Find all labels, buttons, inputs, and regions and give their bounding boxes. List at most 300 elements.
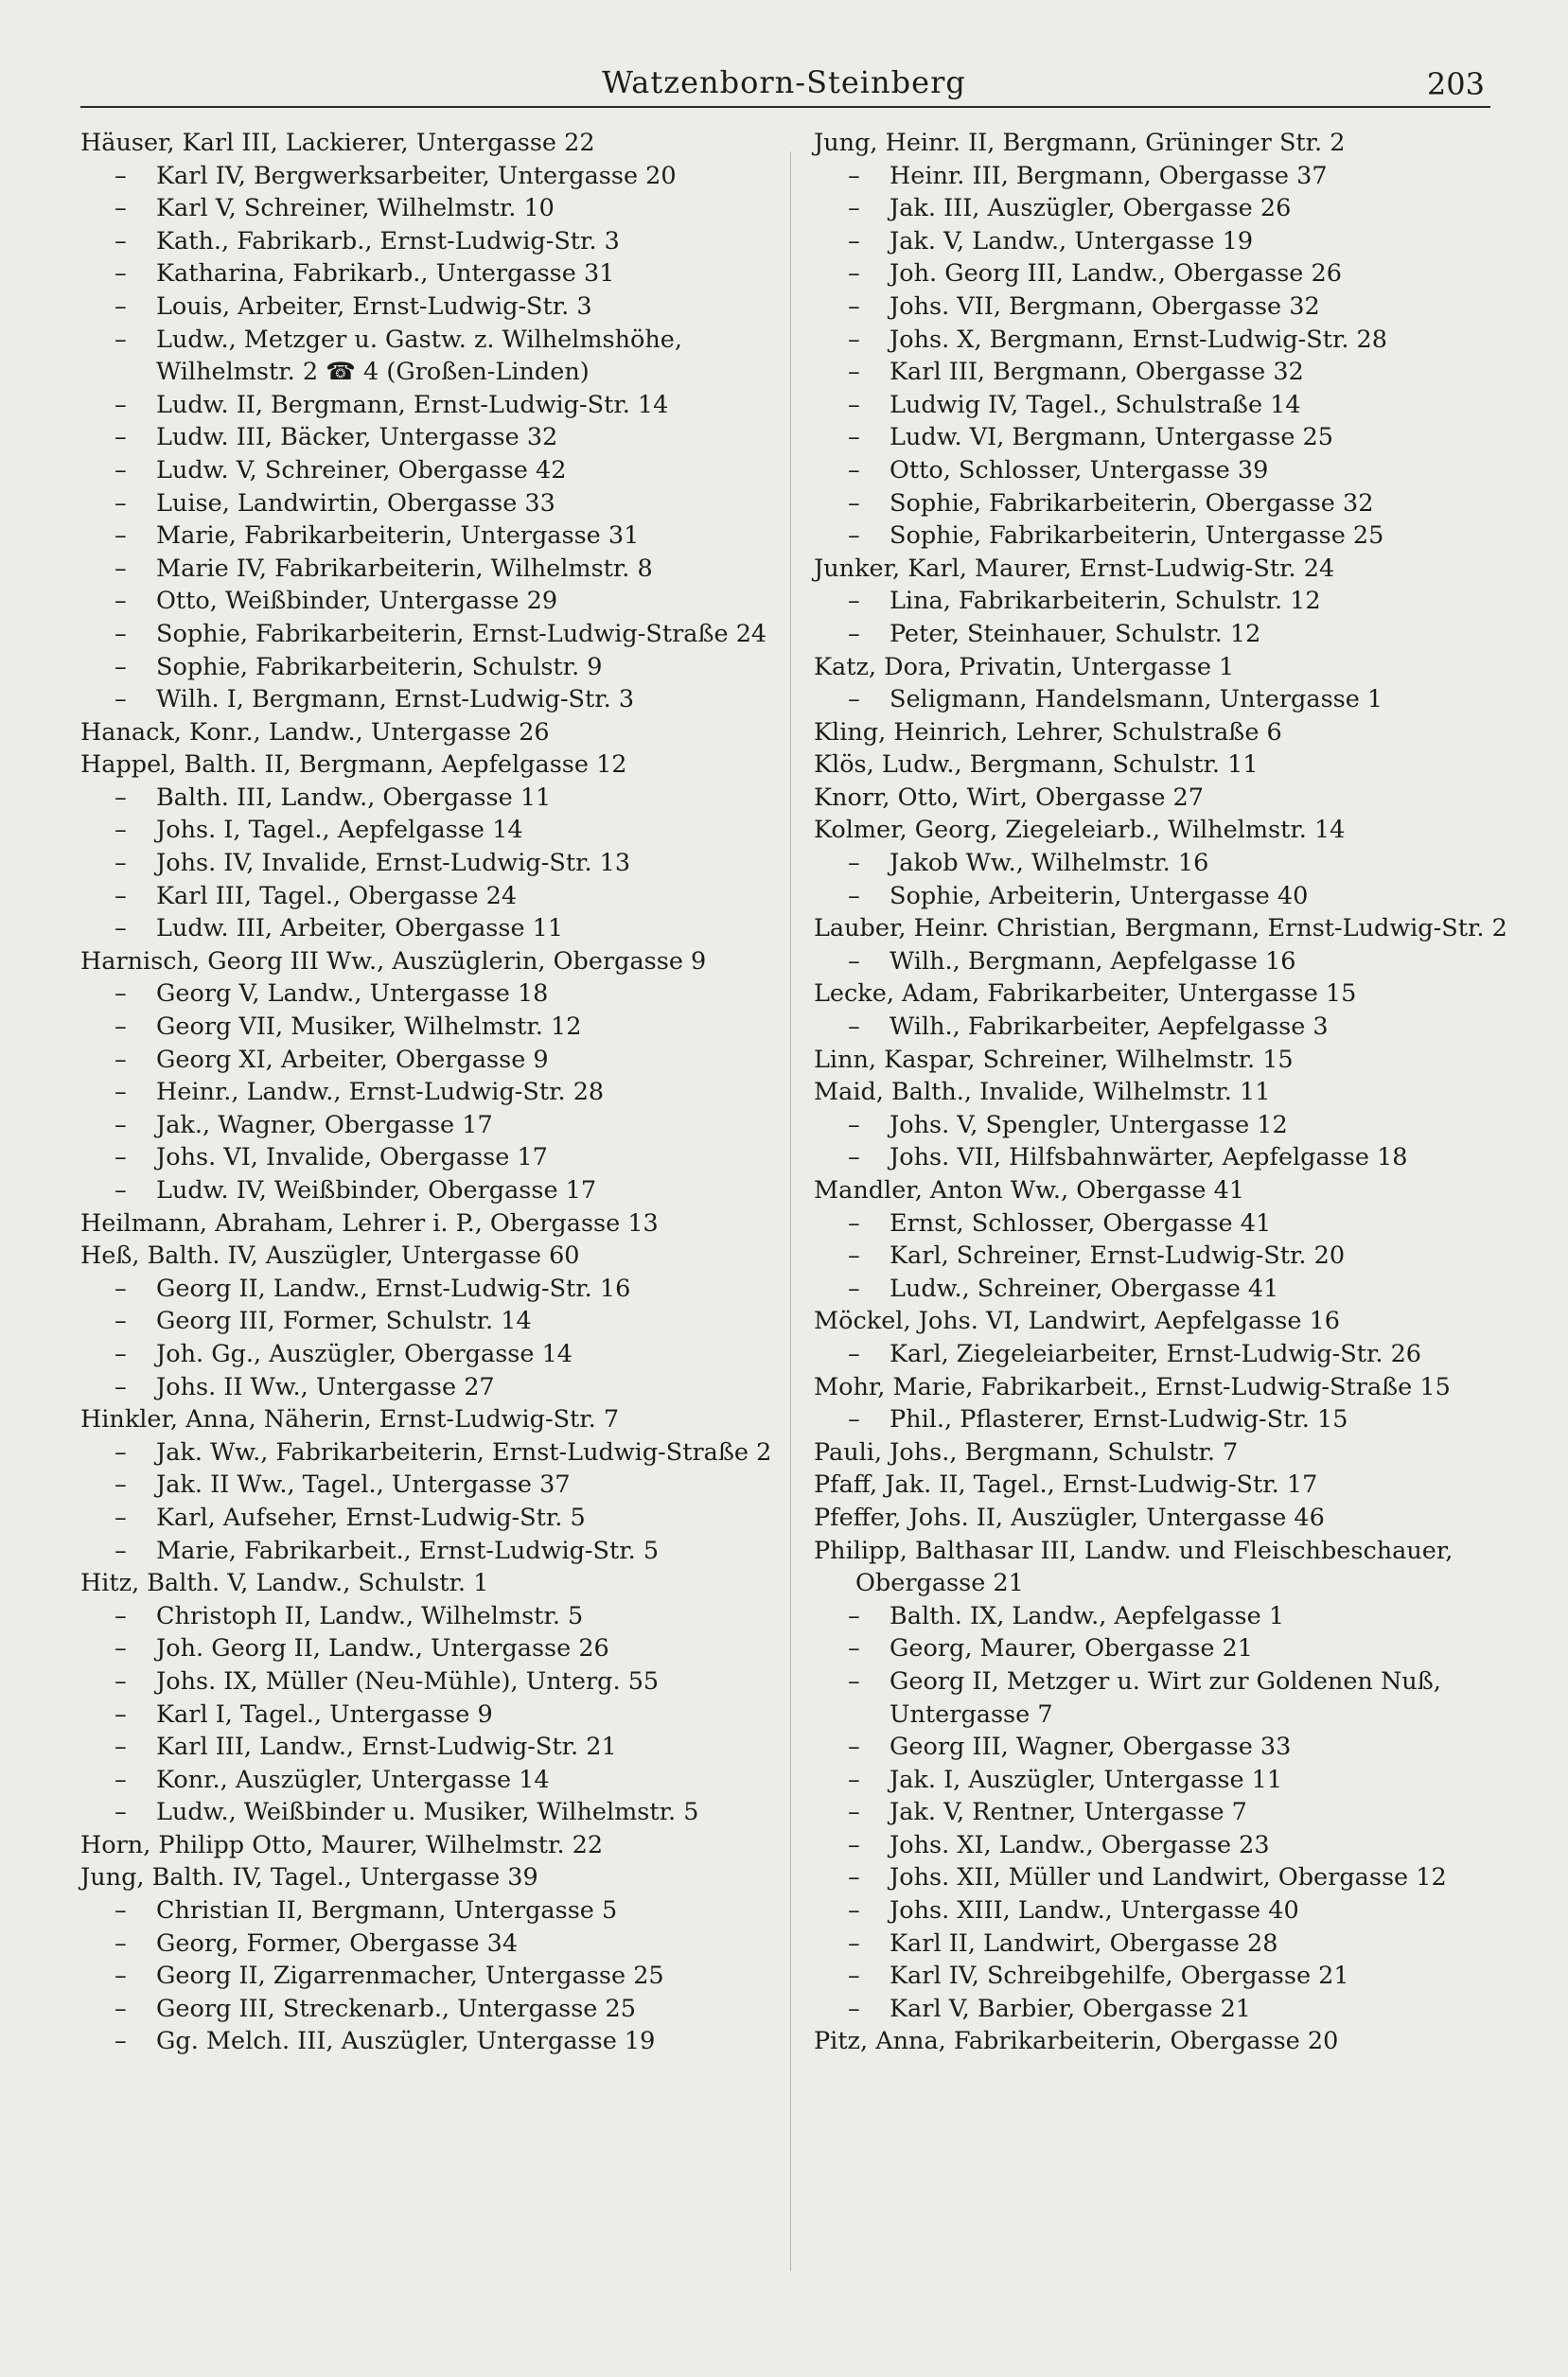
directory-entry [80, 1044, 800, 1077]
entry-text: Karl V, Barbier, Obergasse 21 [890, 1994, 1252, 2023]
repeat-dash: – [848, 390, 860, 419]
entry-text: Johs. XI, Landw., Obergasse 23 [890, 1830, 1270, 1859]
repeat-dash: – [115, 652, 127, 681]
directory-entry [814, 1894, 1533, 1928]
directory-entry [814, 977, 1533, 1011]
page-header [0, 55, 1568, 112]
entry-text: Mohr, Marie, Fabrikarbeit., Ernst-Ludwig-Straße 15 [814, 1372, 1451, 1401]
directory-entry [80, 1436, 800, 1470]
directory-entry [814, 225, 1533, 258]
entry-text: Konr., Auszügler, Untergasse 14 [156, 1765, 550, 1794]
entry-text: Christoph II, Landw., Wilhelmstr. 5 [156, 1601, 584, 1630]
entry-text: Pitz, Anna, Fabrikarbeiterin, Obergasse 20 [814, 2027, 1339, 2056]
directory-entry [80, 192, 800, 225]
directory-entry [814, 880, 1533, 913]
directory-entry [80, 1699, 800, 1732]
entry-text: Johs. VII, Bergmann, Obergasse 32 [890, 291, 1320, 321]
directory-entry [80, 1764, 800, 1797]
entry-text: Karl, Schreiner, Ernst-Ludwig-Str. 20 [890, 1241, 1346, 1271]
entry-text: Ludw. II, Bergmann, Ernst-Ludwig-Str. 14 [156, 390, 669, 419]
directory-entry [80, 912, 800, 945]
repeat-dash: – [115, 1045, 127, 1074]
directory-entry [80, 1535, 800, 1568]
running-title: Watzenborn-Steinberg [602, 64, 966, 100]
entry-text: Georg VII, Musiker, Wilhelmstr. 12 [156, 1012, 582, 1042]
entry-text: Harnisch, Georg III Ww., Auszüglerin, Obergasse 9 [80, 946, 707, 976]
directory-entry [80, 585, 800, 618]
entry-text: Pfeffer, Johs. II, Auszügler, Untergasse 46 [814, 1503, 1325, 1532]
directory-entry [814, 1011, 1533, 1044]
repeat-dash: – [115, 1536, 127, 1565]
directory-entry [80, 421, 800, 454]
repeat-dash: – [115, 1994, 127, 2023]
directory-entry [80, 1011, 800, 1044]
entry-text: Hitz, Balth. V, Landw., Schulstr. 1 [80, 1569, 489, 1598]
entry-text: Hanack, Konr., Landw., Untergasse 26 [80, 717, 550, 747]
entry-text: Peter, Steinhauer, Schulstr. 12 [890, 619, 1261, 648]
repeat-dash: – [848, 488, 860, 518]
directory-entry [80, 1567, 800, 1600]
directory-entry [80, 1928, 800, 1961]
entry-text: Johs. IV, Invalide, Ernst-Ludwig-Str. 13 [156, 849, 631, 878]
directory-entry [814, 1632, 1533, 1665]
directory-entry [80, 1403, 800, 1436]
entry-text: Marie, Fabrikarbeit., Ernst-Ludwig-Str. 5 [156, 1536, 660, 1565]
directory-entry [814, 421, 1533, 454]
directory-entry [814, 1861, 1533, 1894]
directory-entry [814, 1305, 1533, 1338]
entry-text: Jak., Wagner, Obergasse 17 [156, 1110, 493, 1139]
entry-text: Jung, Balth. IV, Tagel., Untergasse 39 [80, 1863, 538, 1893]
directory-column-left [80, 127, 800, 2058]
directory-entry [814, 912, 1533, 945]
directory-entry [814, 1338, 1533, 1371]
entry-text: Heilmann, Abraham, Lehrer i. P., Obergasse 13 [80, 1208, 659, 1238]
entry-text: Johs. VII, Hilfsbahnwärter, Aepfelgasse 18 [890, 1143, 1408, 1172]
header-rule [80, 106, 1490, 108]
entry-text: Junker, Karl, Maurer, Ernst-Ludwig-Str. 24 [814, 554, 1335, 583]
entry-text: Sophie, Fabrikarbeiterin, Schulstr. 9 [156, 652, 603, 681]
directory-entry [80, 1207, 800, 1241]
directory-entry [80, 1632, 800, 1665]
entry-text: Joh. Georg II, Landw., Untergasse 26 [156, 1634, 609, 1664]
repeat-dash: – [115, 1437, 127, 1467]
directory-entry [80, 1600, 800, 1633]
entry-text: Lauber, Heinr. Christian, Bergmann, Ernst-Ludwig-Str. 2 [814, 914, 1507, 943]
directory-entry [80, 1305, 800, 1338]
entry-text: Kling, Heinrich, Lehrer, Schulstraße 6 [814, 717, 1282, 747]
directory-entry [814, 847, 1533, 880]
entry-text: Horn, Philipp Otto, Maurer, Wilhelmstr. 22 [80, 1830, 604, 1859]
repeat-dash: – [848, 521, 860, 551]
entry-text: Philipp, Balthasar III, Landw. und Fleischbeschauer, Obergasse 21 [814, 1536, 1453, 1598]
repeat-dash: – [848, 1208, 860, 1238]
directory-entry [814, 1928, 1533, 1961]
entry-text: Balth. III, Landw., Obergasse 11 [156, 783, 552, 812]
entry-text: Jung, Heinr. II, Bergmann, Grüninger Str. 2 [814, 129, 1346, 157]
entry-text: Jak. V, Landw., Untergasse 19 [890, 226, 1254, 255]
directory-entry [80, 324, 800, 389]
entry-text: Lecke, Adam, Fabrikarbeiter, Untergasse 15 [814, 979, 1357, 1009]
entry-text: Georg II, Metzger u. Wirt zur Goldenen Nuß, Untergasse 7 [890, 1666, 1441, 1729]
directory-entry [80, 1731, 800, 1764]
entry-text: Heinr., Landw., Ernst-Ludwig-Str. 28 [156, 1078, 605, 1107]
entry-text: Johs. IX, Müller (Neu-Mühle), Unterg. 55 [156, 1666, 660, 1696]
directory-entry [814, 454, 1533, 487]
repeat-dash: – [848, 1733, 860, 1762]
repeat-dash: – [848, 1012, 860, 1042]
entry-text: Ludw. IV, Weißbinder, Obergasse 17 [156, 1176, 597, 1205]
entry-text: Johs. I, Tagel., Aepfelgasse 14 [156, 816, 523, 845]
entry-text: Johs. II Ww., Untergasse 27 [156, 1372, 495, 1401]
entry-text: Wilh., Bergmann, Aepfelgasse 16 [890, 946, 1296, 976]
directory-entry [814, 748, 1533, 782]
repeat-dash: – [848, 1339, 860, 1368]
entry-text: Wilh. I, Bergmann, Ernst-Ludwig-Str. 3 [156, 685, 635, 714]
directory-entry [814, 1436, 1533, 1470]
repeat-dash: – [115, 1798, 127, 1827]
directory-entry [814, 683, 1533, 716]
directory-entry [80, 782, 800, 815]
entry-text: Karl IV, Schreibgehilfe, Obergasse 21 [890, 1962, 1349, 1991]
directory-entry [80, 160, 800, 193]
repeat-dash: – [115, 783, 127, 812]
directory-entry [814, 1207, 1533, 1241]
entry-text: Phil., Pflasterer, Ernst-Ludwig-Str. 15 [890, 1405, 1348, 1435]
repeat-dash: – [115, 849, 127, 878]
entry-text: Karl II, Landwirt, Obergasse 28 [890, 1928, 1278, 1958]
directory-entry [80, 1141, 800, 1174]
repeat-dash: – [115, 554, 127, 583]
repeat-dash: – [115, 194, 127, 223]
directory-entry [80, 1796, 800, 1829]
repeat-dash: – [115, 455, 127, 484]
entry-text: Jak. V, Rentner, Untergasse 7 [890, 1798, 1247, 1827]
repeat-dash: – [848, 1241, 860, 1271]
repeat-dash: – [115, 1733, 127, 1762]
directory-entry [814, 553, 1533, 586]
entry-text: Mandler, Anton Ww., Obergasse 41 [814, 1176, 1245, 1205]
repeat-dash: – [848, 1830, 860, 1859]
entry-text: Möckel, Johs. VI, Landwirt, Aepfelgasse 16 [814, 1307, 1341, 1336]
directory-entry [814, 1403, 1533, 1436]
directory-entry [80, 847, 800, 880]
directory-entry [814, 651, 1533, 684]
repeat-dash: – [115, 291, 127, 321]
repeat-dash: – [848, 455, 860, 484]
repeat-dash: – [115, 685, 127, 714]
repeat-dash: – [848, 685, 860, 714]
repeat-dash: – [115, 1962, 127, 1991]
repeat-dash: – [115, 2027, 127, 2056]
entry-text: Karl I, Tagel., Untergasse 9 [156, 1699, 493, 1729]
repeat-dash: – [115, 1339, 127, 1368]
entry-text: Seligmann, Handelsmann, Untergasse 1 [890, 685, 1383, 714]
entry-text: Luise, Landwirtin, Obergasse 33 [156, 488, 555, 518]
entry-text: Pauli, Johs., Bergmann, Schulstr. 7 [814, 1437, 1239, 1467]
directory-entry [80, 1371, 800, 1404]
directory-entry [80, 291, 800, 324]
entry-text: Pfaff, Jak. II, Tagel., Ernst-Ludwig-Str. 17 [814, 1470, 1318, 1500]
entry-text: Johs. X, Bergmann, Ernst-Ludwig-Str. 28 [890, 325, 1387, 354]
entry-text: Heinr. III, Bergmann, Obergasse 37 [890, 161, 1328, 190]
repeat-dash: – [848, 1274, 860, 1303]
entry-text: Kath., Fabrikarb., Ernst-Ludwig-Str. 3 [156, 226, 620, 255]
directory-entry [814, 1502, 1533, 1535]
directory-entry [80, 977, 800, 1011]
entry-text: Ludw. III, Bäcker, Untergasse 32 [156, 423, 558, 452]
directory-entry [814, 1665, 1533, 1731]
directory-entry [80, 1076, 800, 1109]
directory-entry [814, 1044, 1533, 1077]
directory-entry [814, 257, 1533, 291]
directory-entry [80, 814, 800, 847]
repeat-dash: – [115, 979, 127, 1009]
repeat-dash: – [848, 1896, 860, 1926]
entry-text: Jak. II Ww., Tagel., Untergasse 37 [156, 1470, 571, 1500]
repeat-dash: – [115, 1699, 127, 1729]
entry-text: Klös, Ludw., Bergmann, Schulstr. 11 [814, 750, 1259, 780]
repeat-dash: – [848, 259, 860, 289]
repeat-dash: – [115, 1896, 127, 1926]
entry-text: Karl, Ziegeleiarbeiter, Ernst-Ludwig-Str. 26 [890, 1339, 1422, 1368]
entry-text: Häuser, Karl III, Lackierer, Untergasse 22 [80, 129, 595, 157]
directory-entry [80, 880, 800, 913]
entry-text: Georg II, Landw., Ernst-Ludwig-Str. 16 [156, 1274, 631, 1303]
repeat-dash: – [115, 423, 127, 452]
repeat-dash: – [115, 1307, 127, 1336]
repeat-dash: – [848, 1798, 860, 1827]
directory-entry [814, 519, 1533, 553]
entry-text: Ludw., Weißbinder u. Musiker, Wilhelmstr. 5 [156, 1798, 699, 1827]
directory-entry [814, 585, 1533, 618]
entry-text: Lina, Fabrikarbeiterin, Schulstr. 12 [890, 587, 1321, 616]
directory-entry [80, 1338, 800, 1371]
entry-text: Sophie, Arbeiterin, Untergasse 40 [890, 881, 1309, 910]
repeat-dash: – [115, 1666, 127, 1696]
repeat-dash: – [848, 1143, 860, 1172]
entry-text: Ludwig IV, Tagel., Schulstraße 14 [890, 390, 1301, 419]
entry-text: Karl, Aufseher, Ernst-Ludwig-Str. 5 [156, 1503, 586, 1532]
directory-entry [814, 814, 1533, 847]
repeat-dash: – [848, 194, 860, 223]
directory-entry [80, 1894, 800, 1928]
directory-entry [80, 748, 800, 782]
entry-text: Maid, Balth., Invalide, Wilhelmstr. 11 [814, 1078, 1271, 1107]
directory-entry [80, 1273, 800, 1306]
directory-entry [80, 389, 800, 422]
repeat-dash: – [115, 1143, 127, 1172]
entry-text: Johs. VI, Invalide, Obergasse 17 [156, 1143, 548, 1172]
repeat-dash: – [848, 881, 860, 910]
repeat-dash: – [115, 1110, 127, 1139]
repeat-dash: – [848, 1634, 860, 1664]
directory-entry [80, 1469, 800, 1502]
repeat-dash: – [848, 849, 860, 878]
directory-entry [814, 2025, 1533, 2058]
directory-entry [80, 1502, 800, 1535]
repeat-dash: – [848, 291, 860, 321]
repeat-dash: – [848, 1765, 860, 1794]
entry-text: Knorr, Otto, Wirt, Obergasse 27 [814, 783, 1204, 812]
entry-text: Jak. III, Auszügler, Obergasse 26 [890, 194, 1292, 223]
directory-entry [814, 1240, 1533, 1273]
repeat-dash: – [115, 1634, 127, 1664]
entry-text: Sophie, Fabrikarbeiterin, Untergasse 25 [890, 521, 1384, 551]
entry-text: Georg III, Former, Schulstr. 14 [156, 1307, 532, 1336]
directory-entry [814, 1535, 1533, 1600]
directory-entry [814, 782, 1533, 815]
entry-text: Georg III, Streckenarb., Untergasse 25 [156, 1994, 636, 2023]
repeat-dash: – [848, 423, 860, 452]
directory-entry [814, 356, 1533, 389]
page-number: 203 [1426, 66, 1485, 102]
repeat-dash: – [115, 161, 127, 190]
entry-text: Sophie, Fabrikarbeiterin, Obergasse 32 [890, 488, 1374, 518]
entry-text: Georg V, Landw., Untergasse 18 [156, 979, 549, 1009]
directory-entry [814, 1273, 1533, 1306]
directory-entry [814, 618, 1533, 651]
repeat-dash: – [115, 1601, 127, 1630]
directory-entry [814, 487, 1533, 520]
repeat-dash: – [115, 1274, 127, 1303]
entry-text: Katharina, Fabrikarb., Untergasse 31 [156, 259, 615, 289]
entry-text: Christian II, Bergmann, Untergasse 5 [156, 1896, 618, 1926]
repeat-dash: – [848, 325, 860, 354]
directory-entry [80, 1240, 800, 1273]
entry-text: Karl III, Bergmann, Obergasse 32 [890, 358, 1304, 387]
directory-entry [80, 519, 800, 553]
entry-text: Johs. V, Spengler, Untergasse 12 [890, 1110, 1288, 1139]
repeat-dash: – [115, 521, 127, 551]
directory-entry [80, 454, 800, 487]
entry-text: Linn, Kaspar, Schreiner, Wilhelmstr. 15 [814, 1045, 1294, 1074]
repeat-dash: – [115, 619, 127, 648]
repeat-dash: – [848, 1110, 860, 1139]
directory-entry [814, 291, 1533, 324]
entry-text: Otto, Schlosser, Untergasse 39 [890, 455, 1269, 484]
entry-text: Karl III, Landw., Ernst-Ludwig-Str. 21 [156, 1733, 617, 1762]
entry-text: Karl V, Schreiner, Wilhelmstr. 10 [156, 194, 555, 223]
directory-entry [814, 716, 1533, 749]
entry-text: Heß, Balth. IV, Auszügler, Untergasse 60 [80, 1241, 580, 1271]
entry-text: Marie, Fabrikarbeiterin, Untergasse 31 [156, 521, 640, 551]
repeat-dash: – [115, 1928, 127, 1958]
entry-text: Jakob Ww., Wilhelmstr. 16 [890, 849, 1209, 878]
entry-text: Karl III, Tagel., Obergasse 24 [156, 881, 518, 910]
entry-text: Ludw. III, Arbeiter, Obergasse 11 [156, 914, 564, 943]
directory-entry [814, 389, 1533, 422]
directory-entry [80, 2025, 800, 2058]
repeat-dash: – [115, 226, 127, 255]
repeat-dash: – [115, 1372, 127, 1401]
repeat-dash: – [115, 1503, 127, 1532]
directory-entry [80, 487, 800, 520]
directory-entry [814, 1141, 1533, 1174]
entry-text: Happel, Balth. II, Bergmann, Aepfelgasse 12 [80, 750, 627, 780]
repeat-dash: – [115, 259, 127, 289]
repeat-dash: – [115, 1176, 127, 1205]
repeat-dash: – [848, 226, 860, 255]
directory-entry [814, 127, 1533, 160]
entry-text: Hinkler, Anna, Näherin, Ernst-Ludwig-Str. 7 [80, 1405, 620, 1435]
repeat-dash: – [848, 358, 860, 387]
repeat-dash: – [115, 914, 127, 943]
directory-entry [80, 1960, 800, 1993]
repeat-dash: – [848, 587, 860, 616]
repeat-dash: – [848, 1405, 860, 1435]
directory-entry [814, 192, 1533, 225]
entry-text: Ludw. V, Schreiner, Obergasse 42 [156, 455, 567, 484]
repeat-dash: – [848, 1962, 860, 1991]
directory-entry [814, 1109, 1533, 1142]
directory-entry [814, 1764, 1533, 1797]
entry-text: Gg. Melch. III, Auszügler, Untergasse 19 [156, 2027, 656, 2056]
directory-entry [80, 618, 800, 651]
entry-text: Jak. Ww., Fabrikarbeiterin, Ernst-Ludwig-Straße 2 [156, 1437, 772, 1467]
directory-entry [80, 553, 800, 586]
entry-text: Louis, Arbeiter, Ernst-Ludwig-Str. 3 [156, 291, 592, 321]
directory-entry [80, 257, 800, 291]
entry-text: Otto, Weißbinder, Untergasse 29 [156, 587, 558, 616]
entry-text: Ludw. VI, Bergmann, Untergasse 25 [890, 423, 1333, 452]
directory-entry [814, 1829, 1533, 1862]
repeat-dash: – [115, 1765, 127, 1794]
repeat-dash: – [115, 1012, 127, 1042]
entry-text: Ludw., Metzger u. Gastw. z. Wilhelmshöhe, Wilhelmstr. 2 ☎ 4 (Großen-Linden) [156, 325, 682, 387]
repeat-dash: – [848, 1601, 860, 1630]
repeat-dash: – [115, 325, 127, 354]
entry-text: Georg, Former, Obergasse 34 [156, 1928, 519, 1958]
entry-text: Katz, Dora, Privatin, Untergasse 1 [814, 652, 1235, 681]
repeat-dash: – [115, 1078, 127, 1107]
directory-entry [814, 1371, 1533, 1404]
entry-text: Kolmer, Georg, Ziegeleiarb., Wilhelmstr. 14 [814, 816, 1346, 845]
entry-text: Ludw., Schreiner, Obergasse 41 [890, 1274, 1279, 1303]
entry-text: Georg II, Zigarrenmacher, Untergasse 25 [156, 1962, 664, 1991]
directory-entry [80, 1829, 800, 1862]
repeat-dash: – [115, 587, 127, 616]
repeat-dash: – [848, 1863, 860, 1893]
repeat-dash: – [115, 1470, 127, 1500]
directory-entry [80, 1665, 800, 1699]
directory-entry [814, 1993, 1533, 2026]
repeat-dash: – [848, 1994, 860, 2023]
repeat-dash: – [115, 488, 127, 518]
entry-text: Balth. IX, Landw., Aepfelgasse 1 [890, 1601, 1285, 1630]
entry-text: Georg XI, Arbeiter, Obergasse 9 [156, 1045, 549, 1074]
directory-entry [80, 716, 800, 749]
directory-entry [814, 1600, 1533, 1633]
repeat-dash: – [848, 161, 860, 190]
directory-entry [814, 1469, 1533, 1502]
directory-entry [80, 1109, 800, 1142]
directory-entry [814, 1076, 1533, 1109]
entry-text: Georg III, Wagner, Obergasse 33 [890, 1733, 1292, 1762]
entry-text: Johs. XII, Müller und Landwirt, Obergasse 12 [890, 1863, 1447, 1893]
directory-entry [814, 160, 1533, 193]
directory-entry [80, 1174, 800, 1207]
directory-entry [814, 945, 1533, 978]
entry-text: Sophie, Fabrikarbeiterin, Ernst-Ludwig-Straße 24 [156, 619, 767, 648]
directory-entry [80, 945, 800, 978]
directory-entry [814, 1796, 1533, 1829]
directory-entry [80, 1861, 800, 1894]
directory-entry [814, 1731, 1533, 1764]
repeat-dash: – [848, 946, 860, 976]
repeat-dash: – [115, 881, 127, 910]
entry-text: Karl IV, Bergwerksarbeiter, Untergasse 20 [156, 161, 677, 190]
